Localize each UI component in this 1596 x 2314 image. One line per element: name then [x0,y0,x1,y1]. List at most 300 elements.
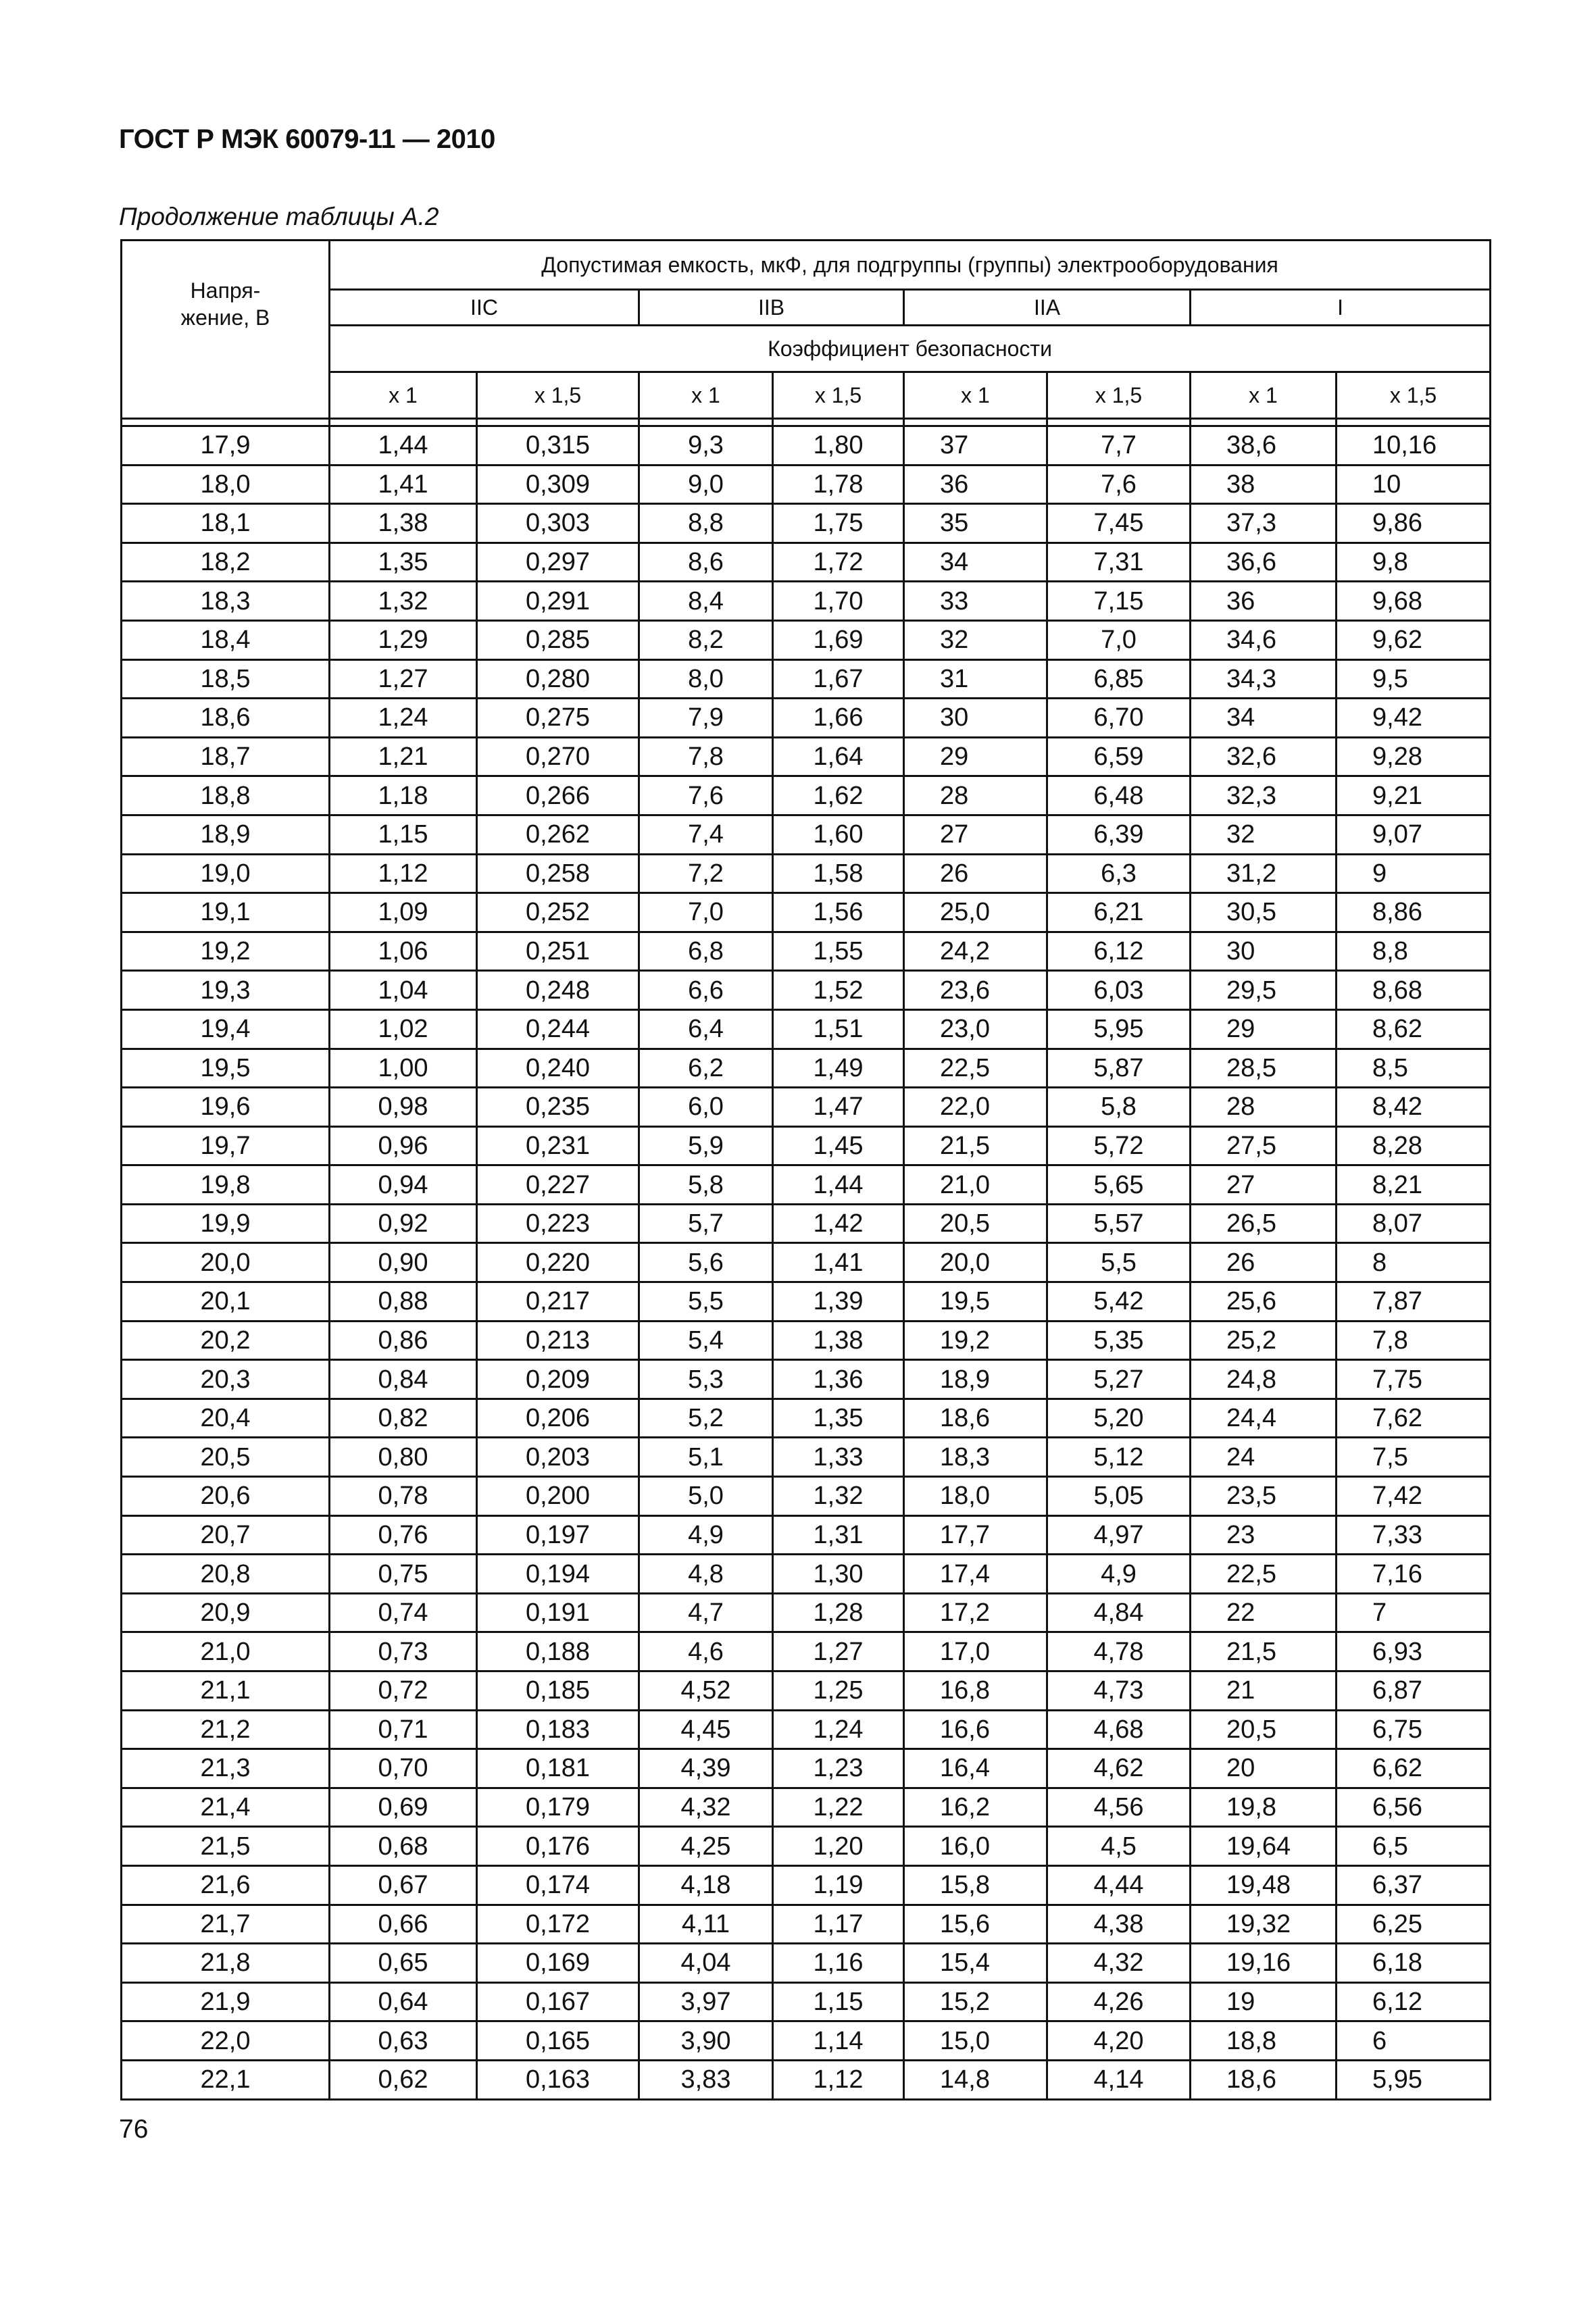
cell-iib-x1: 4,18 [639,1865,773,1905]
cell-voltage: 21,1 [122,1671,330,1711]
cell-iic-x1: 1,00 [330,1049,477,1088]
cell-iib-x1-5: 1,72 [773,543,904,582]
cell-iib-x1: 7,9 [639,699,773,738]
cell-i-x1-5: 9,5 [1337,659,1491,699]
cell-iib-x1: 4,25 [639,1827,773,1866]
cell-iib-x1-5: 1,20 [773,1827,904,1866]
cell-i-x1: 32,3 [1191,776,1337,815]
cell-iic-x1: 1,32 [330,582,477,621]
cell-iic-x1-5: 0,280 [477,659,639,699]
table-row [122,620,1491,659]
header-factor: x 1 [904,372,1047,419]
cell-iia-x1: 17,7 [904,1515,1047,1555]
cell-iib-x1-5: 1,41 [773,1243,904,1282]
cell-iib-x1: 4,32 [639,1788,773,1827]
cell-i-x1: 29 [1191,1009,1337,1049]
cell-iib-x1: 6,2 [639,1049,773,1088]
cell-iic-x1: 0,80 [330,1438,477,1477]
cell-voltage: 20,7 [122,1515,330,1555]
cell-i-x1: 29,5 [1191,971,1337,1010]
cell-voltage: 17,9 [122,426,330,466]
cell-i-x1: 19 [1191,1982,1337,2021]
table-row [122,854,1491,893]
cell-iib-x1-5: 1,44 [773,1165,904,1205]
cell-iia-x1: 14,8 [904,2060,1047,2099]
cell-iib-x1-5: 1,38 [773,1321,904,1360]
cell-iia-x1-5: 5,35 [1047,1321,1191,1360]
cell-iia-x1: 16,4 [904,1749,1047,1788]
cell-i-x1-5: 7,33 [1337,1515,1491,1555]
cell-voltage: 20,2 [122,1321,330,1360]
cell-iic-x1-5: 0,191 [477,1593,639,1632]
cell-i-x1: 18,6 [1191,2060,1337,2099]
cell-iic-x1-5: 0,197 [477,1515,639,1555]
cell-iic-x1-5: 0,227 [477,1165,639,1205]
cell-iia-x1-5: 6,12 [1047,932,1191,971]
cell-iic-x1-5: 0,213 [477,1321,639,1360]
cell-iib-x1: 3,97 [639,1982,773,2021]
cell-voltage: 20,6 [122,1477,330,1516]
cell-iib-x1: 5,3 [639,1360,773,1399]
cell-iic-x1: 0,86 [330,1321,477,1360]
cell-i-x1: 37,3 [1191,504,1337,543]
cell-iic-x1-5: 0,183 [477,1710,639,1749]
cell-iib-x1-5: 1,33 [773,1438,904,1477]
cell-iib-x1-5: 1,27 [773,1632,904,1671]
cell-i-x1: 30 [1191,932,1337,971]
cell-iia-x1: 20,0 [904,1243,1047,1282]
cell-iic-x1-5: 0,231 [477,1126,639,1165]
cell-iic-x1: 0,98 [330,1088,477,1127]
cell-iia-x1-5: 4,68 [1047,1710,1191,1749]
cell-iia-x1-5: 5,05 [1047,1477,1191,1516]
cell-i-x1-5: 6,5 [1337,1827,1491,1866]
cell-i-x1: 23,5 [1191,1477,1337,1516]
cell-i-x1: 25,6 [1191,1282,1337,1322]
cell-voltage: 21,0 [122,1632,330,1671]
cell-iia-x1-5: 4,78 [1047,1632,1191,1671]
cell-i-x1-5: 6,37 [1337,1865,1491,1905]
cell-iib-x1-5: 1,80 [773,426,904,466]
cell-voltage: 19,3 [122,971,330,1010]
cell-iia-x1-5: 6,03 [1047,971,1191,1010]
cell-iic-x1: 0,90 [330,1243,477,1282]
cell-voltage: 21,2 [122,1710,330,1749]
cell-i-x1-5: 7 [1337,1593,1491,1632]
cell-iib-x1-5: 1,31 [773,1515,904,1555]
cell-iib-x1-5: 1,22 [773,1788,904,1827]
cell-iib-x1-5: 1,55 [773,932,904,971]
cell-iic-x1: 0,78 [330,1477,477,1516]
cell-iia-x1: 16,0 [904,1827,1047,1866]
table-row [122,815,1491,854]
cell-iic-x1: 1,41 [330,465,477,504]
cell-iic-x1: 0,82 [330,1399,477,1438]
cell-iic-x1-5: 0,235 [477,1088,639,1127]
cell-iia-x1-5: 4,32 [1047,1944,1191,1983]
cell-iic-x1: 1,12 [330,854,477,893]
table-row [122,1204,1491,1243]
cell-i-x1: 24 [1191,1438,1337,1477]
cell-iic-x1: 1,24 [330,699,477,738]
table-row [122,582,1491,621]
cell-iia-x1-5: 6,21 [1047,893,1191,932]
cell-iia-x1-5: 5,12 [1047,1438,1191,1477]
cell-i-x1-5: 6,93 [1337,1632,1491,1671]
cell-i-x1-5: 9,86 [1337,504,1491,543]
cell-iib-x1-5: 1,67 [773,659,904,699]
cell-iia-x1: 35 [904,504,1047,543]
cell-voltage: 18,8 [122,776,330,815]
cell-iic-x1-5: 0,262 [477,815,639,854]
cell-iia-x1-5: 5,57 [1047,1204,1191,1243]
cell-iic-x1: 0,63 [330,2021,477,2061]
cell-i-x1: 19,32 [1191,1905,1337,1944]
cell-iic-x1: 1,18 [330,776,477,815]
cell-i-x1: 34,6 [1191,620,1337,659]
cell-iic-x1: 0,73 [330,1632,477,1671]
table-row [122,543,1491,582]
cell-voltage: 21,4 [122,1788,330,1827]
cell-iic-x1: 0,68 [330,1827,477,1866]
cell-iic-x1-5: 0,240 [477,1049,639,1088]
cell-iia-x1: 19,5 [904,1282,1047,1322]
cell-iic-x1: 0,65 [330,1944,477,1983]
cell-iib-x1-5: 1,15 [773,1982,904,2021]
cell-voltage: 20,4 [122,1399,330,1438]
cell-voltage: 18,5 [122,659,330,699]
cell-iib-x1-5: 1,78 [773,465,904,504]
cell-iib-x1: 4,04 [639,1944,773,1983]
cell-iic-x1: 0,92 [330,1204,477,1243]
cell-iib-x1: 7,0 [639,893,773,932]
cell-iib-x1-5: 1,39 [773,1282,904,1322]
table-row [122,659,1491,699]
cell-iic-x1: 0,69 [330,1788,477,1827]
header-factor: x 1 [639,372,773,419]
cell-iia-x1: 32 [904,620,1047,659]
cell-i-x1-5: 6,75 [1337,1710,1491,1749]
cell-iic-x1-5: 0,297 [477,543,639,582]
table-row [122,699,1491,738]
cell-iic-x1-5: 0,200 [477,1477,639,1516]
cell-i-x1-5: 8,86 [1337,893,1491,932]
cell-iic-x1-5: 0,174 [477,1865,639,1905]
cell-iib-x1: 6,0 [639,1088,773,1127]
cell-voltage: 19,7 [122,1126,330,1165]
cell-iia-x1-5: 7,0 [1047,620,1191,659]
cell-i-x1-5: 8,68 [1337,971,1491,1010]
cell-iia-x1-5: 5,42 [1047,1282,1191,1322]
cell-i-x1-5: 10 [1337,465,1491,504]
cell-iia-x1-5: 4,38 [1047,1905,1191,1944]
cell-iia-x1: 17,0 [904,1632,1047,1671]
cell-voltage: 18,7 [122,737,330,776]
cell-iia-x1-5: 7,15 [1047,582,1191,621]
cell-i-x1: 24,4 [1191,1399,1337,1438]
cell-i-x1: 18,8 [1191,2021,1337,2061]
cell-iic-x1-5: 0,165 [477,2021,639,2061]
cell-iib-x1-5: 1,42 [773,1204,904,1243]
header-factor: x 1 [1191,372,1337,419]
cell-iic-x1-5: 0,172 [477,1905,639,1944]
cell-i-x1: 36 [1191,582,1337,621]
cell-iia-x1-5: 4,20 [1047,2021,1191,2061]
table-row [122,1515,1491,1555]
cell-i-x1-5: 5,95 [1337,2060,1491,2099]
cell-i-x1-5: 7,8 [1337,1321,1491,1360]
cell-iib-x1: 6,4 [639,1009,773,1049]
cell-iib-x1-5: 1,62 [773,776,904,815]
cell-iia-x1: 18,9 [904,1360,1047,1399]
table-row [122,1165,1491,1205]
cell-iib-x1-5: 1,32 [773,1477,904,1516]
cell-iia-x1: 34 [904,543,1047,582]
cell-iib-x1: 6,6 [639,971,773,1010]
cell-i-x1-5: 6,25 [1337,1905,1491,1944]
cell-voltage: 20,3 [122,1360,330,1399]
cell-iic-x1-5: 0,251 [477,932,639,971]
cell-i-x1: 23 [1191,1515,1337,1555]
cell-i-x1-5: 6,12 [1337,1982,1491,2021]
table-row [122,1088,1491,1127]
cell-iib-x1: 7,6 [639,776,773,815]
header-voltage [122,241,330,419]
cell-iic-x1-5: 0,181 [477,1749,639,1788]
cell-iia-x1-5: 5,20 [1047,1399,1191,1438]
cell-voltage: 20,0 [122,1243,330,1282]
cell-iib-x1: 7,2 [639,854,773,893]
cell-iic-x1-5: 0,266 [477,776,639,815]
cell-iic-x1: 0,66 [330,1905,477,1944]
header-factor: x 1,5 [477,372,639,419]
cell-iia-x1: 15,2 [904,1982,1047,2021]
cell-iia-x1-5: 5,95 [1047,1009,1191,1049]
cell-iib-x1-5: 1,28 [773,1593,904,1632]
cell-i-x1: 38 [1191,465,1337,504]
cell-voltage: 20,5 [122,1438,330,1477]
cell-i-x1: 19,16 [1191,1944,1337,1983]
table-row [122,1671,1491,1711]
cell-voltage: 19,0 [122,854,330,893]
cell-voltage: 19,8 [122,1165,330,1205]
cell-iib-x1: 5,7 [639,1204,773,1243]
cell-iic-x1-5: 0,209 [477,1360,639,1399]
cell-i-x1: 26,5 [1191,1204,1337,1243]
cell-voltage: 19,2 [122,932,330,971]
cell-iib-x1-5: 1,51 [773,1009,904,1049]
cell-iia-x1-5: 6,39 [1047,815,1191,854]
cell-iib-x1-5: 1,60 [773,815,904,854]
cell-iic-x1: 0,75 [330,1555,477,1594]
cell-iib-x1-5: 1,58 [773,854,904,893]
cell-i-x1-5: 8,8 [1337,932,1491,971]
cell-iic-x1-5: 0,291 [477,582,639,621]
cell-iib-x1: 5,6 [639,1243,773,1282]
cell-iia-x1: 21,5 [904,1126,1047,1165]
cell-iic-x1: 1,29 [330,620,477,659]
cell-iia-x1: 22,0 [904,1088,1047,1127]
cell-iib-x1-5: 1,52 [773,971,904,1010]
cell-iic-x1-5: 0,220 [477,1243,639,1282]
cell-iic-x1: 1,44 [330,426,477,466]
cell-voltage: 22,0 [122,2021,330,2061]
header-gap-row [122,419,1491,426]
cell-iia-x1: 37 [904,426,1047,466]
header-group-i: I [1191,290,1491,326]
cell-iic-x1-5: 0,163 [477,2060,639,2099]
cell-iib-x1-5: 1,75 [773,504,904,543]
cell-iic-x1-5: 0,309 [477,465,639,504]
cell-voltage: 21,7 [122,1905,330,1944]
table-row [122,1009,1491,1049]
cell-iia-x1: 29 [904,737,1047,776]
cell-iib-x1: 6,8 [639,932,773,971]
cell-iib-x1-5: 1,30 [773,1555,904,1594]
cell-iia-x1: 25,0 [904,893,1047,932]
table-row [122,1710,1491,1749]
table-caption: Продолжение таблицы А.2 [119,203,439,230]
cell-i-x1: 31,2 [1191,854,1337,893]
cell-i-x1: 38,6 [1191,426,1337,466]
table-row [122,1438,1491,1477]
cell-iib-x1: 4,52 [639,1671,773,1711]
cell-iib-x1: 4,9 [639,1515,773,1555]
cell-i-x1: 30,5 [1191,893,1337,932]
cell-iic-x1: 1,04 [330,971,477,1010]
cell-iib-x1: 9,3 [639,426,773,466]
table-row [122,1321,1491,1360]
cell-iic-x1-5: 0,217 [477,1282,639,1322]
cell-iib-x1: 5,1 [639,1438,773,1477]
cell-i-x1: 24,8 [1191,1360,1337,1399]
cell-voltage: 18,9 [122,815,330,854]
cell-iic-x1: 1,09 [330,893,477,932]
cell-i-x1-5: 7,5 [1337,1438,1491,1477]
cell-iia-x1-5: 5,72 [1047,1126,1191,1165]
header-group-iia: IIA [904,290,1191,326]
cell-iic-x1: 0,72 [330,1671,477,1711]
capacitance-table [120,239,1491,2101]
cell-i-x1: 27,5 [1191,1126,1337,1165]
cell-iic-x1: 1,06 [330,932,477,971]
cell-iia-x1-5: 4,84 [1047,1593,1191,1632]
table-row [122,1905,1491,1944]
cell-iia-x1-5: 5,27 [1047,1360,1191,1399]
table-row [122,1749,1491,1788]
cell-iib-x1: 3,90 [639,2021,773,2061]
cell-iib-x1-5: 1,47 [773,1088,904,1127]
cell-voltage: 21,9 [122,1982,330,2021]
cell-iic-x1: 0,71 [330,1710,477,1749]
cell-i-x1: 21,5 [1191,1632,1337,1671]
cell-iib-x1-5: 1,35 [773,1399,904,1438]
cell-iic-x1-5: 0,252 [477,893,639,932]
cell-voltage: 18,3 [122,582,330,621]
cell-i-x1-5: 9,07 [1337,815,1491,854]
cell-iic-x1-5: 0,315 [477,426,639,466]
cell-i-x1-5: 7,42 [1337,1477,1491,1516]
cell-iia-x1: 19,2 [904,1321,1047,1360]
cell-iia-x1-5: 4,62 [1047,1749,1191,1788]
cell-voltage: 20,1 [122,1282,330,1322]
cell-i-x1: 32 [1191,815,1337,854]
cell-i-x1-5: 10,16 [1337,426,1491,466]
table-row [122,1982,1491,2021]
cell-iic-x1-5: 0,176 [477,1827,639,1866]
cell-i-x1-5: 7,16 [1337,1555,1491,1594]
cell-iic-x1: 1,02 [330,1009,477,1049]
cell-iib-x1-5: 1,36 [773,1360,904,1399]
cell-i-x1: 26 [1191,1243,1337,1282]
cell-iic-x1: 1,27 [330,659,477,699]
cell-iia-x1: 28 [904,776,1047,815]
header-factor: x 1,5 [1337,372,1491,419]
cell-i-x1-5: 9,21 [1337,776,1491,815]
cell-iia-x1: 33 [904,582,1047,621]
cell-i-x1-5: 9,62 [1337,620,1491,659]
cell-i-x1: 22,5 [1191,1555,1337,1594]
cell-iic-x1: 0,64 [330,1982,477,2021]
cell-iia-x1-5: 7,31 [1047,543,1191,582]
cell-i-x1-5: 8,42 [1337,1088,1491,1127]
cell-iic-x1-5: 0,167 [477,1982,639,2021]
cell-i-x1: 25,2 [1191,1321,1337,1360]
cell-i-x1-5: 9,8 [1337,543,1491,582]
cell-iia-x1: 26 [904,854,1047,893]
cell-iia-x1: 16,6 [904,1710,1047,1749]
header-group-iib: IIB [639,290,904,326]
table-row [122,776,1491,815]
cell-voltage: 19,9 [122,1204,330,1243]
cell-i-x1: 34 [1191,699,1337,738]
cell-voltage: 22,1 [122,2060,330,2099]
cell-iia-x1-5: 4,14 [1047,2060,1191,2099]
table-row [122,971,1491,1010]
cell-i-x1-5: 8,21 [1337,1165,1491,1205]
cell-iib-x1: 4,6 [639,1632,773,1671]
cell-iib-x1-5: 1,69 [773,620,904,659]
cell-iic-x1: 0,84 [330,1360,477,1399]
cell-voltage: 21,6 [122,1865,330,1905]
cell-i-x1: 22 [1191,1593,1337,1632]
cell-iia-x1-5: 7,45 [1047,504,1191,543]
cell-iia-x1: 31 [904,659,1047,699]
cell-iia-x1-5: 4,56 [1047,1788,1191,1827]
table-body [122,419,1491,2100]
cell-iic-x1: 0,96 [330,1126,477,1165]
cell-iic-x1-5: 0,194 [477,1555,639,1594]
cell-i-x1-5: 7,75 [1337,1360,1491,1399]
table-row [122,504,1491,543]
cell-i-x1: 20,5 [1191,1710,1337,1749]
cell-iia-x1-5: 5,5 [1047,1243,1191,1282]
cell-voltage: 19,6 [122,1088,330,1127]
cell-iic-x1: 0,62 [330,2060,477,2099]
cell-iia-x1: 36 [904,465,1047,504]
cell-i-x1: 28 [1191,1088,1337,1127]
table-row [122,1399,1491,1438]
cell-iia-x1: 27 [904,815,1047,854]
cell-i-x1-5: 9,68 [1337,582,1491,621]
cell-iic-x1-5: 0,275 [477,699,639,738]
table-row [122,1126,1491,1165]
cell-iic-x1: 0,74 [330,1593,477,1632]
cell-iib-x1: 8,4 [639,582,773,621]
cell-iib-x1: 7,4 [639,815,773,854]
cell-i-x1-5: 7,87 [1337,1282,1491,1322]
cell-iic-x1-5: 0,185 [477,1671,639,1711]
